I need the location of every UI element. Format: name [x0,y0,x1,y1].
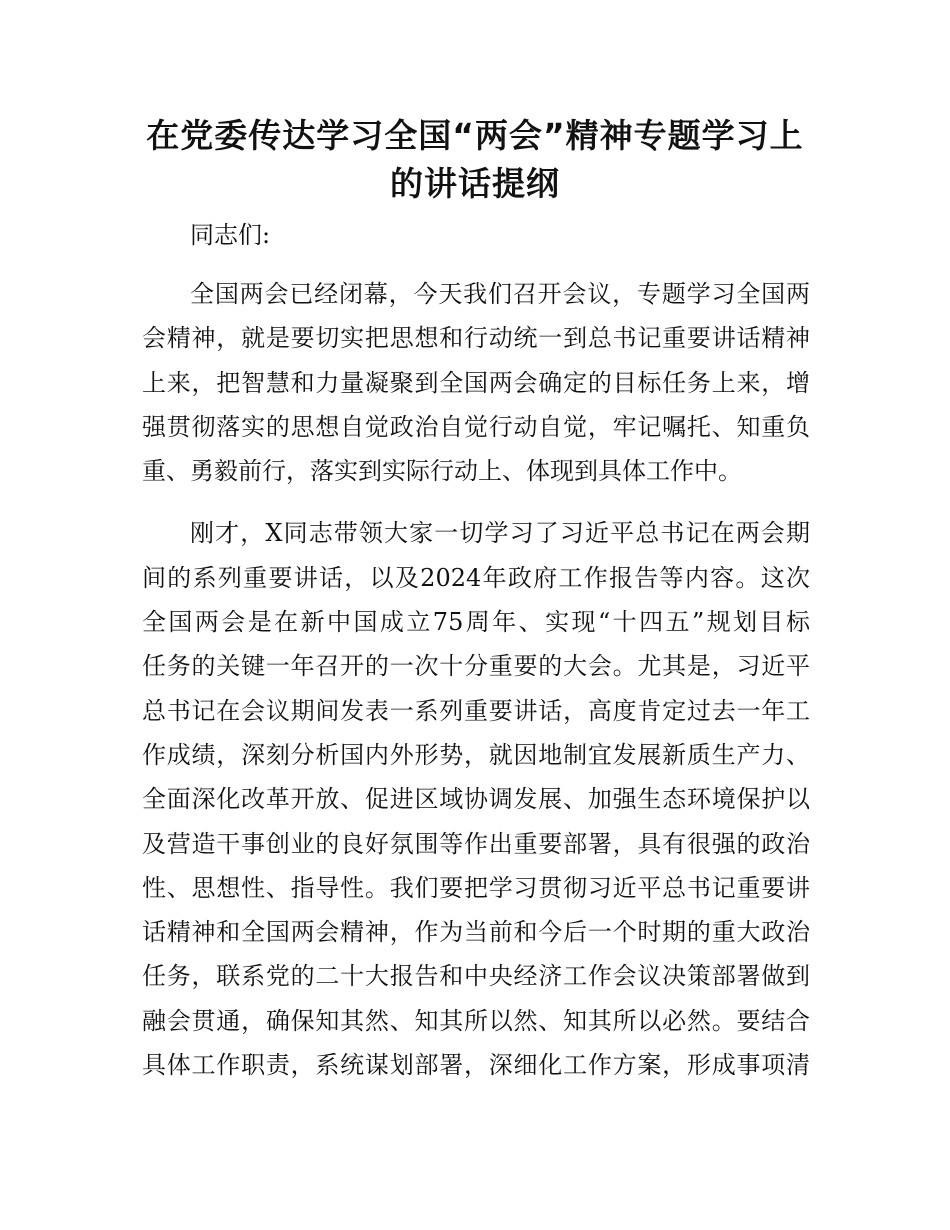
paragraph-line: 及营造干事创业的良好氛围等作出重要部署，具有很强的政治 [142,829,810,858]
document-body [142,211,810,1087]
title-line-2: 的讲话提纲 [390,164,560,203]
paragraph-line: 具体工作职责，系统谋划部署，深细化工作方案，形成事项清 [142,1051,810,1080]
title-line-1: 在党委传达学习全国“两会”精神专题学习上 [146,116,804,155]
paragraph-line: 总书记在会议期间发表一系列重要讲话，高度肯定过去一年工 [142,696,810,725]
paragraph-line: 任务，联系党的二十大报告和中央经济工作会议决策部署做到 [142,962,810,991]
paragraph-line: 上来，把智慧和力量凝聚到全国两会确定的目标任务上来，增 [142,368,810,397]
greeting: 同志们: [190,221,271,249]
paragraph-2 [142,511,810,1087]
paragraph-line: 全国两会是在新中国成立75周年、实现“十四五”规划目标 [142,608,810,637]
paragraph-line: 重、勇毅前行，落实到实际行动上、体现到具体工作中。 [142,457,742,486]
paragraph-line: 刚才，X同志带领大家一切学习了习近平总书记在两会期 [190,519,810,548]
paragraph-1 [142,272,810,493]
paragraph-line: 性、思想性、指导性。我们要把学习贯彻习近平总书记重要讲 [142,873,810,902]
document-title [120,112,830,208]
paragraph-line: 全国两会已经闭幕，今天我们召开会议，专题学习全国两 [190,280,810,308]
paragraph-line: 强贯彻落实的思想自觉政治自觉行动自觉，牢记嘱托、知重负 [142,412,810,441]
paragraph-line: 融会贯通，确保知其然、知其所以然、知其所以必然。要结合 [142,1006,810,1035]
paragraph-line: 任务的关键一年召开的一次十分重要的大会。尤其是，习近平 [142,652,810,681]
paragraph-line: 作成绩，深刻分析国内外形势，就因地制宜发展新质生产力、 [142,740,810,769]
paragraph-line: 话精神和全国两会精神，作为当前和今后一个时期的重大政治 [142,918,810,947]
paragraph-line: 会精神，就是要切实把思想和行动统一到总书记重要讲话精神 [142,324,810,353]
paragraph-line: 间的系列重要讲话，以及2024年政府工作报告等内容。这次 [142,563,810,592]
paragraph-line: 全面深化改革开放、促进区域协调发展、加强生态环境保护以 [142,785,810,814]
